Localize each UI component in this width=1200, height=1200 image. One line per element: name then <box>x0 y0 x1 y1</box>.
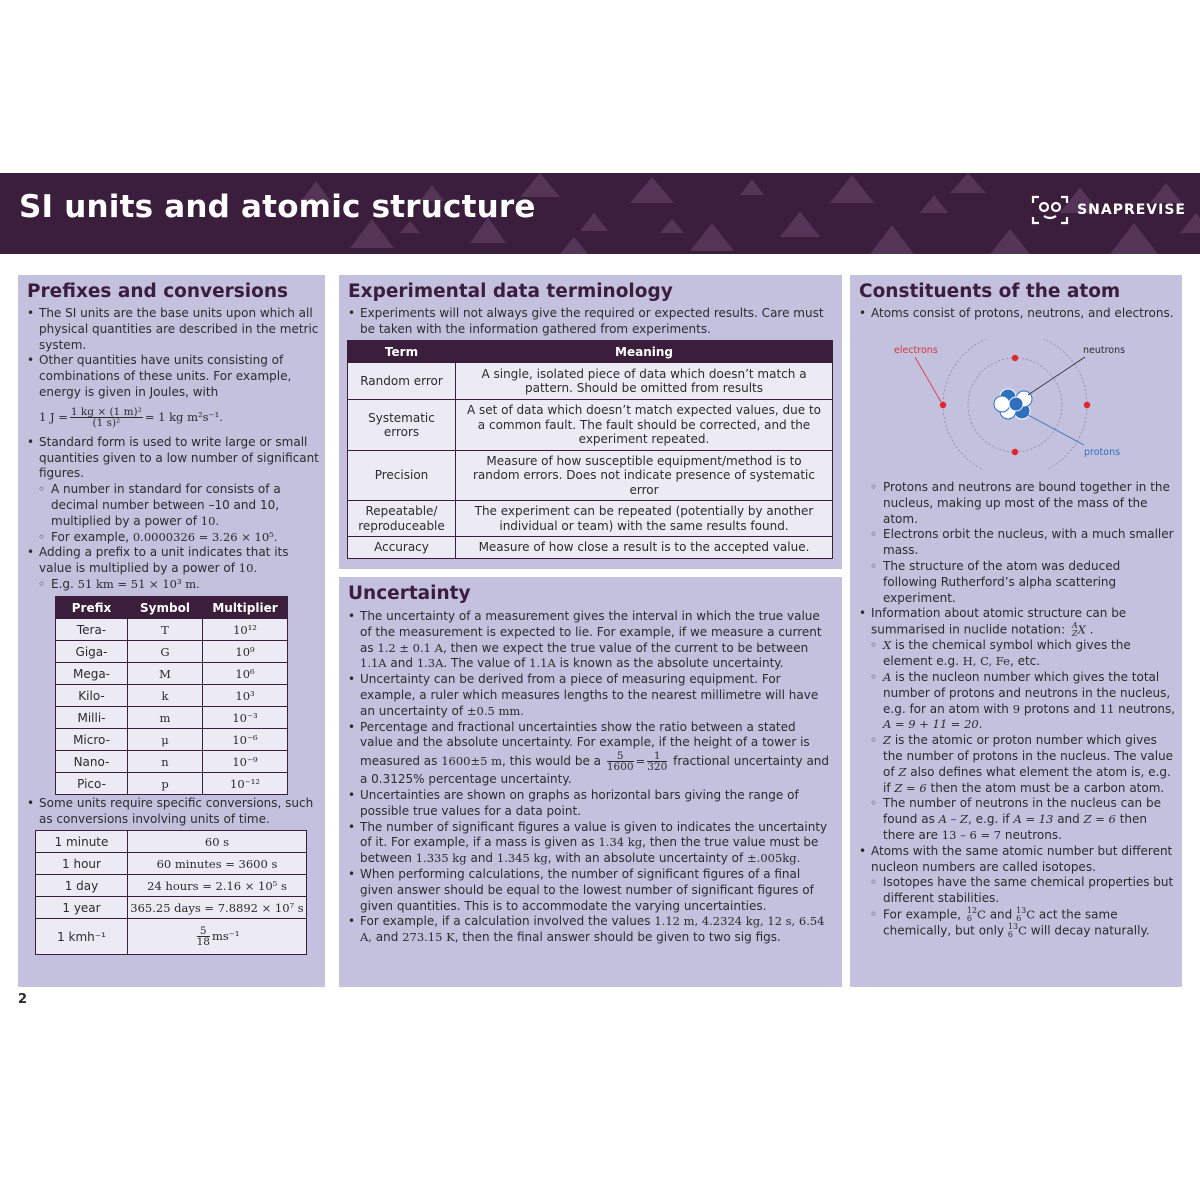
table-row: 1 hour 60 minutes = 3600 s <box>36 853 307 875</box>
table-row: Pico- p 10⁻¹² <box>56 773 288 795</box>
uncertainty-panel <box>339 577 842 987</box>
table-row: Giga- G 10⁹ <box>56 641 288 663</box>
experimental-intro: • Experiments will not always give the required or expected results. Care must be taken with the information gathered from experiments. <box>348 306 832 338</box>
protons-pointer <box>1028 415 1084 445</box>
table-row: 1 day 24 hours = 2.16 × 10⁵ s <box>36 875 307 897</box>
table-row: 1 minute 60 s <box>36 831 307 853</box>
brand-logo <box>1031 195 1186 225</box>
bullet-isotopes: • Atoms with the same atomic number but different nucleon numbers are called isotopes. <box>859 844 1177 876</box>
bullet-calculations: • When performing calculations, the number of significant figures of a final given answer should be equal to the lowest number of significant figures of given quantities. This is to accommodate the varying uncertainties. <box>348 867 832 914</box>
symbol-col-header: Symbol <box>128 597 203 619</box>
table-row: Precision Measure of how susceptible equipment/method is to random errors. Does not indicate presence of systematic error <box>348 451 833 501</box>
atom-text <box>859 480 1177 940</box>
terminology-table <box>347 340 833 559</box>
meaning-col-header: Meaning <box>456 341 833 363</box>
joule-equation: 1 J = $\frac{\text{1 kg × (1 m)²}}{\text{(1 s)²}}$ = 1 kg m²s⁻¹ . <box>39 406 223 430</box>
atom-diagram <box>878 339 1158 469</box>
prefixes-heading: Prefixes and conversions <box>27 281 289 302</box>
sub-standard-form-def: ◦ A number in standard for consists of a decimal number between –10 and 10, multiplied by a power of 10. <box>27 482 319 529</box>
brand-name: SNAPREVISE <box>1077 202 1186 218</box>
prefixes-text-top <box>27 306 319 593</box>
protons-label: protons <box>1084 447 1121 458</box>
multiplier-col-header: Multiplier <box>203 597 288 619</box>
electrons-pointer <box>915 357 941 402</box>
table-row: 1 year 365.25 days = 7.8892 × 10⁷ s <box>36 897 307 919</box>
table-row: Micro- μ 10⁻⁶ <box>56 729 288 751</box>
bullet-prefix: • Adding a prefix to a unit indicates that its value is multiplied by a power of 10. <box>27 545 319 577</box>
electron-dot <box>1012 449 1018 455</box>
nucleus <box>994 389 1032 419</box>
bullet-combinations: • Other quantities have units consisting of combinations of these units. For example, energy is given in Joules, with <box>27 353 319 400</box>
snaprevise-logo-icon <box>1031 195 1069 225</box>
neutrons-label: neutrons <box>1083 345 1126 356</box>
bullet-standard-form: • Standard form is used to write large or small quantities given to a low number of significant figures. <box>27 435 319 482</box>
sub-nucleus: ◦ Protons and neutrons are bound together in the nucleus, making up most of the mass of the atom. <box>859 480 1177 527</box>
uncertainty-heading: Uncertainty <box>348 583 471 604</box>
prefix-col-header: Prefix <box>56 597 128 619</box>
table-row: Milli- m 10⁻³ <box>56 707 288 729</box>
table-row: Tera- T 10¹² <box>56 619 288 641</box>
prefix-table <box>55 596 288 795</box>
table-row: Nano- n 10⁻⁹ <box>56 751 288 773</box>
table-row: Systematic errors A set of data which doesn’t match expected values, due to a common fault. The fault should be corrected, and the experiment repeated. <box>348 400 833 451</box>
atom-intro: • Atoms consist of protons, neutrons, and electrons. <box>859 306 1175 322</box>
bullet-time-conversions: • Some units require specific conversions, such as conversions involving units of time. <box>27 796 323 828</box>
atom-heading: Constituents of the atom <box>859 281 1121 302</box>
time-conversion-table <box>35 830 307 955</box>
sub-isotope-properties: ◦ Isotopes have the same chemical properties but different stabilities. <box>859 875 1177 907</box>
table-row: Repeatable/ reproduceable The experiment can be repeated (potentially by another individual or team) with the same results found. <box>348 501 833 537</box>
header-banner <box>0 173 1200 254</box>
table-row: Mega- M 10⁶ <box>56 663 288 685</box>
sub-standard-form-example: ◦ For example, 0.0000326 = 3.26 × 10⁵. <box>27 530 319 546</box>
sub-neutron-count: ◦ The number of neutrons in the nucleus can be found as A – Z, e.g. if A = 13 and Z = 6 then there are 13 – 6 = 7 neutrons. <box>859 796 1177 843</box>
bullet-sig-figs: • The number of significant figures a value is given to indicates the uncertainty of it. For example, if a mass is given as 1.34 kg, then the true value must be between 1.335 kg and 1.345 kg, with an absolute uncertainty of ±.005kg. <box>348 820 832 867</box>
sub-chemical-symbol: ◦ X is the chemical symbol which gives the element e.g. H, C, Fe, etc. <box>859 638 1177 670</box>
sub-electrons: ◦ Electrons orbit the nucleus, with a much smaller mass. <box>859 527 1177 559</box>
bullet-nuclide-notation: • Information about atomic structure can be summarised in nuclide notation: A Z X . <box>859 606 1177 638</box>
bullet-equipment: • Uncertainty can be derived from a piece of measuring equipment. For example, a ruler which measures lengths to the nearest millimetre will have an uncertainty of ±0.5 mm. <box>348 672 832 719</box>
table-row: 1 kmh⁻¹ $\frac{5}{18}$ ms⁻¹ <box>36 919 307 955</box>
sub-carbon-example: ◦ For example, 12 6 C and 13 6 C act the same chemically, but only 13 6 C will decay naturally. <box>859 907 1177 940</box>
bullet-percentage: • Percentage and fractional uncertainties show the ratio between a stated value and the absolute uncertainty. For example, if the height of a tower is measured as 1600±5 m, this would be a $\frac{5}{1600}$ = $\frac{1}{320}$ fractional uncertainty and a 0.3125% percentage uncertainty. <box>348 720 832 788</box>
experimental-heading: Experimental data terminology <box>348 281 673 302</box>
table-row: Random error A single, isolated piece of data which doesn’t match a pattern. Should be omitted from results <box>348 363 833 400</box>
page-number: 2 <box>18 992 28 1007</box>
bullet-uncertainty-def: • The uncertainty of a measurement gives the interval in which the true value of the measurement is expected to lie. For example, if we measure a current as 1.2 ± 0.1 A, then we expect the true value of the current to be between 1.1A and 1.3A. The value of 1.1A is known as the absolute uncertainty. <box>348 609 832 672</box>
bullet-calc-example: • For example, if a calculation involved the values 1.12 m, 4.2324 kg, 12 s, 6.54 A, and 273.15 K, then the final answer should be given to two sig figs. <box>348 914 832 946</box>
electron-dot <box>940 402 946 408</box>
bullet-si-units: • The SI units are the base units upon which all physical quantities are described in the metric system. <box>27 306 319 353</box>
atom-panel <box>850 275 1182 987</box>
uncertainty-text <box>348 609 832 946</box>
page-title: SI units and atomic structure <box>19 189 536 225</box>
neutrons-pointer <box>1028 357 1085 395</box>
experimental-panel <box>339 275 842 569</box>
prefixes-panel <box>18 275 325 987</box>
sub-prefix-example: ◦ E.g. 51 km = 51 × 10³ m. <box>27 577 319 593</box>
sub-nucleon-number: ◦ A is the nucleon number which gives the total number of protons and neutrons in the nucleus, e.g. for an atom with 9 protons and 11 neutrons, A = 9 + 11 = 20. <box>859 670 1177 733</box>
electron-dot <box>1084 402 1090 408</box>
sub-rutherford: ◦ The structure of the atom was deduced following Rutherford’s alpha scattering experiment. <box>859 559 1177 606</box>
electron-dot <box>1012 355 1018 361</box>
table-row: Accuracy Measure of how close a result is to the accepted value. <box>348 537 833 559</box>
term-col-header: Term <box>348 341 456 363</box>
sub-atomic-number: ◦ Z is the atomic or proton number which gives the number of protons in the nucleus. The value of Z also defines what element the atom is, e.g. if Z = 6 then the atom must be a carbon atom. <box>859 733 1177 796</box>
electrons-label: electrons <box>894 345 938 356</box>
table-row: Kilo- k 10³ <box>56 685 288 707</box>
bullet-graphs: • Uncertainties are shown on graphs as horizontal bars giving the range of possible true values for a data point. <box>348 788 832 820</box>
